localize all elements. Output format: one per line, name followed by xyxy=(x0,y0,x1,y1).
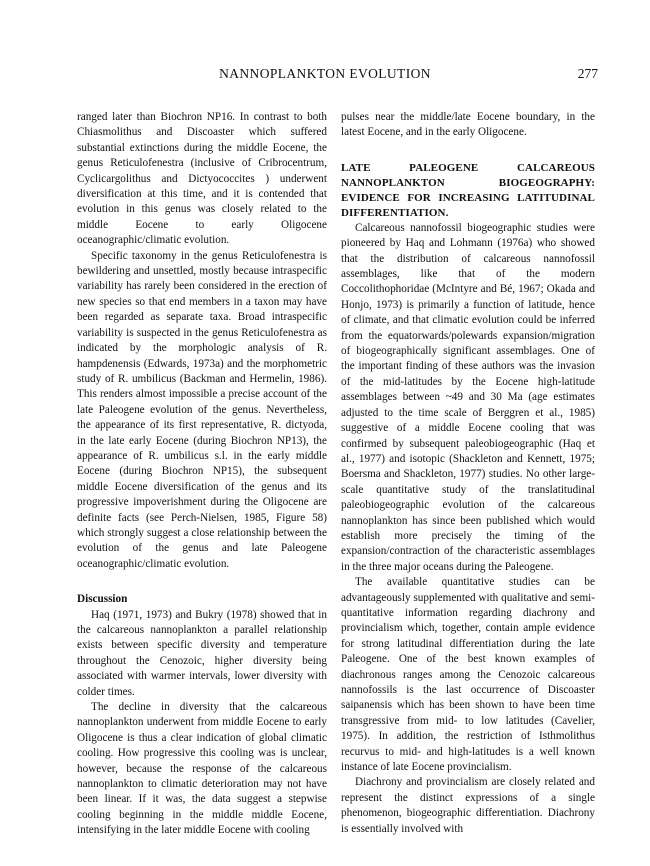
body-paragraph: Haq (1971, 1973) and Bukry (1978) showed that in the calcareous nannoplankton a parallel relationship exists between specific diversity and temperature throughout the Cenozoic, higher diversity being associated with warmer intervals, lower diversity with colder times. xyxy=(77,608,327,698)
right-column xyxy=(341,110,595,837)
paragraph-spacer xyxy=(77,572,327,592)
left-column xyxy=(77,110,327,839)
running-head xyxy=(0,66,650,86)
discussion-heading: Discussion xyxy=(77,593,128,606)
running-title: NANNOPLANKTON EVOLUTION xyxy=(219,66,431,81)
body-paragraph: The available quantitative studies can be advantageously supplemented with qualitative and semi-quantitative information regarding diachrony and provincialism which, together, contain ample evidence for strong latitudinal differentiation during the late Paleogene. One of the best known examples of diachronous ranges among the Cenozoic calcareous nannofossils is the last occurrence of Discoaster saipanensis which has been shown to have been time transgressive from mid- to low latitudes (Cavelier, 1975). In addition, the restriction of Isthmolithus recurvus to mid- and high-latitudes is a well known instance of late Eocene provincialism. xyxy=(341,576,595,774)
body-paragraph: Diachrony and provincialism are closely related and represent the distinct expressions of a single phenomenon, biogeographic differentiation. Diachrony is essentially involved with xyxy=(341,776,595,835)
page-number: 277 xyxy=(577,66,598,81)
section-heading: LATE PALEOGENE CALCAREOUS NANNOPLANKTON BIOGEOGRAPHY: EVIDENCE FOR INCREASING LATITUDINAL DIFFERENTIATION. xyxy=(341,161,595,219)
body-paragraph: pulses near the middle/late Eocene boundary, in the latest Eocene, and in the early Oligocene. xyxy=(341,111,595,139)
body-paragraph: Specific taxonomy in the genus Reticulofenestra is bewildering and unsettled, mostly because intraspecific variability has rarely been considered in the erection of new species so that end members in a taxon may have been regarded as separate taxa. Broad intraspecific variability is suspected in the genus Reticulofenestra as indicated by the morphologic analysis of R. hampdenensis (Edwards, 1973a) and the morphometric study of R. umbilicus (Backman and Hermelin, 1986). This renders almost impossible a precise account of the late Paleogene evolution of the genus. Nevertheless, the appearance of its first representative, R. dictyoda, in the late early Eocene (during Biochron NP13), the appearance of R. umbilicus s.l. in the early middle Eocene (during Biochron NP15), the subsequent middle Eocene diversification of the genus and its progressive impoverishment during the Oligocene are definite facts (see Perch-Nielsen, 1985, Figure 58) which strongly suggest a close relationship between the evolution of the genus and late Paleogene oceanographic/climatic evolution. xyxy=(77,249,327,570)
body-paragraph: Calcareous nannofossil biogeographic studies were pioneered by Haq and Lohmann (1976a) who showed that the distribution of calcareous nannofossil assemblages, like that of the modern Coccolithophoridae (McIntyre and Bé, 1967; Okada and Honjo, 1973) is primarily a function of latitude, hence of climate, and that climatic evolution could be inferred from the equatorwards/polewards expansion/migration of biogeographically significant assemblages. One of the important finding of these authors was the invasion of the mid-latitudes by the Eocene high-latitude assemblages between ~49 and 30 Ma (age estimates adjusted to the time scale of Berggren et al., 1985) suggestive of a middle Eocene cooling that was confirmed by subsequent paleobiogeographic (Haq et al., 1977) and isotopic (Shackleton and Kennett, 1975; Boersma and Shackleton, 1977) studies. No other large-scale quantitative study of the translatitudinal paleobiogeographic evolution of the calcareous nannoplankton has since been published which would establish more precisely the timing of the expansion/contraction of the characteristic assemblages in the three major oceans during the Paleogene. xyxy=(341,221,595,573)
body-paragraph: The decline in diversity that the calcareous nannoplankton underwent from middle Eocene to early Oligocene is thus a clear indication of global climatic cooling. How progressive this cooling was is unclear, however, because the response of the calcareous nannoplankton to climatic deterioration may not have been linear. If it was, the data suggest a stepwise cooling beginning in the middle middle Eocene, intensifying in the later middle Eocene with cooling xyxy=(77,701,327,837)
body-paragraph: ranged later than Biochron NP16. In contrast to both Chiasmolithus and Discoaster which suffered substantial extinctions during the middle Eocene, the genus Reticulofenestra (inclusive of Cribrocentrum, Cyclicargolithus and Dictyococcites ) underwent diversification at this time, and it is contended that evolution in this genus was closely related to the middle Eocene to early Oligocene oceanographic/climatic evolution. xyxy=(77,111,327,247)
paragraph-spacer xyxy=(341,141,595,161)
